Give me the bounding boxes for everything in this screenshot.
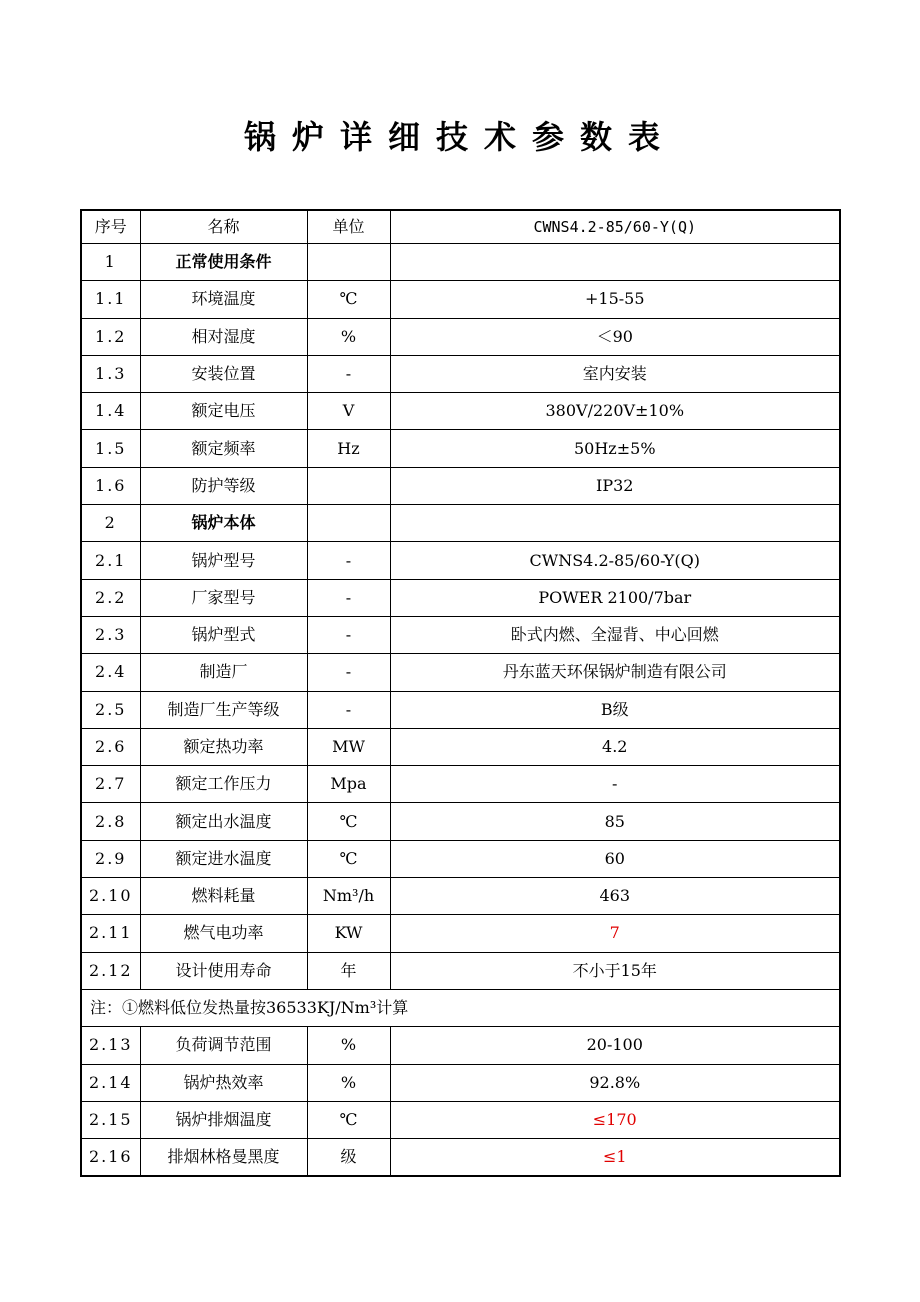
table-row — [81, 355, 840, 392]
cell-unit: ℃ — [307, 281, 390, 318]
table-row — [81, 318, 840, 355]
cell-name: 燃气电功率 — [140, 915, 307, 952]
cell-value: CWNS4.2-85/60-Y(Q) — [390, 542, 840, 579]
cell-name: 额定进水温度 — [140, 840, 307, 877]
cell-no: 1.3 — [81, 355, 140, 392]
cell-value: 室内安装 — [390, 355, 840, 392]
cell-value: 50Hz±5% — [390, 430, 840, 467]
cell-unit: - — [307, 355, 390, 392]
cell-no: 2.15 — [81, 1101, 140, 1138]
cell-value: 85 — [390, 803, 840, 840]
cell-no: 2.14 — [81, 1064, 140, 1101]
cell-value: ≤170 — [390, 1101, 840, 1138]
cell-name: 制造厂 — [140, 654, 307, 691]
table-row — [81, 1064, 840, 1101]
cell-no: 2.1 — [81, 542, 140, 579]
note-text: 注：①燃料低位发热量按36533KJ/Nm³计算 — [81, 989, 840, 1026]
cell-value: 92.8% — [390, 1064, 840, 1101]
cell-name: 额定电压 — [140, 393, 307, 430]
table-row — [81, 1101, 840, 1138]
header-model: CWNS4.2-85/60-Y(Q) — [390, 210, 840, 244]
cell-name: 锅炉热效率 — [140, 1064, 307, 1101]
table-row — [81, 616, 840, 653]
header-name: 名称 — [140, 210, 307, 244]
cell-name: 锅炉本体 — [140, 505, 307, 542]
cell-unit: - — [307, 654, 390, 691]
table-row — [81, 915, 840, 952]
cell-unit: ℃ — [307, 803, 390, 840]
cell-name: 安装位置 — [140, 355, 307, 392]
cell-unit — [307, 244, 390, 281]
table-row — [81, 430, 840, 467]
cell-unit: Nm³/h — [307, 878, 390, 915]
cell-unit: % — [307, 318, 390, 355]
cell-unit: - — [307, 616, 390, 653]
table-row — [81, 878, 840, 915]
cell-no: 2.11 — [81, 915, 140, 952]
cell-no: 1 — [81, 244, 140, 281]
cell-name: 环境温度 — [140, 281, 307, 318]
cell-name: 额定频率 — [140, 430, 307, 467]
cell-no: 2.12 — [81, 952, 140, 989]
cell-name: 额定工作压力 — [140, 766, 307, 803]
cell-unit: Hz — [307, 430, 390, 467]
cell-value — [390, 505, 840, 542]
cell-unit: % — [307, 1027, 390, 1064]
table-row — [81, 840, 840, 877]
page-title: 锅炉详细技术参数表 — [243, 118, 676, 156]
cell-unit: ℃ — [307, 840, 390, 877]
cell-unit: 年 — [307, 952, 390, 989]
cell-value: 不小于15年 — [390, 952, 840, 989]
cell-name: 制造厂生产等级 — [140, 691, 307, 728]
cell-name: 额定出水温度 — [140, 803, 307, 840]
cell-unit: 级 — [307, 1139, 390, 1177]
section-row — [81, 244, 840, 281]
cell-unit: - — [307, 579, 390, 616]
cell-name: 锅炉型号 — [140, 542, 307, 579]
cell-value: 463 — [390, 878, 840, 915]
cell-unit: MW — [307, 728, 390, 765]
cell-value: IP32 — [390, 467, 840, 504]
cell-value: 卧式内燃、全湿背、中心回燃 — [390, 616, 840, 653]
table-row — [81, 728, 840, 765]
cell-no: 2.10 — [81, 878, 140, 915]
cell-name: 设计使用寿命 — [140, 952, 307, 989]
cell-value: - — [390, 766, 840, 803]
cell-value: 4.2 — [390, 728, 840, 765]
cell-no: 2.5 — [81, 691, 140, 728]
table-row — [81, 691, 840, 728]
cell-no: 2.13 — [81, 1027, 140, 1064]
cell-unit: KW — [307, 915, 390, 952]
cell-no: 2.8 — [81, 803, 140, 840]
cell-value: 380V/220V±10% — [390, 393, 840, 430]
cell-no: 2.3 — [81, 616, 140, 653]
table-header-row — [81, 210, 840, 244]
cell-name: 锅炉型式 — [140, 616, 307, 653]
cell-no: 2.7 — [81, 766, 140, 803]
cell-name: 正常使用条件 — [140, 244, 307, 281]
table-row — [81, 1027, 840, 1064]
cell-name: 防护等级 — [140, 467, 307, 504]
cell-name: 锅炉排烟温度 — [140, 1101, 307, 1138]
cell-name: 排烟林格曼黑度 — [140, 1139, 307, 1177]
note-row — [81, 989, 840, 1026]
cell-no: 2.9 — [81, 840, 140, 877]
table-row — [81, 542, 840, 579]
cell-no: 2 — [81, 505, 140, 542]
table-row — [81, 952, 840, 989]
cell-name: 额定热功率 — [140, 728, 307, 765]
cell-name: 相对湿度 — [140, 318, 307, 355]
cell-value: ≤1 — [390, 1139, 840, 1177]
cell-value: 20-100 — [390, 1027, 840, 1064]
cell-value: POWER 2100/7bar — [390, 579, 840, 616]
header-unit: 单位 — [307, 210, 390, 244]
cell-value: 丹东蓝天环保锅炉制造有限公司 — [390, 654, 840, 691]
cell-no: 2.4 — [81, 654, 140, 691]
table-row — [81, 467, 840, 504]
parameter-table — [80, 209, 841, 1177]
cell-value — [390, 244, 840, 281]
cell-value: 60 — [390, 840, 840, 877]
table-row — [81, 393, 840, 430]
cell-no: 1.1 — [81, 281, 140, 318]
cell-no: 1.6 — [81, 467, 140, 504]
cell-no: 1.2 — [81, 318, 140, 355]
cell-unit: % — [307, 1064, 390, 1101]
cell-no: 2.2 — [81, 579, 140, 616]
cell-no: 1.4 — [81, 393, 140, 430]
cell-unit: V — [307, 393, 390, 430]
section-row — [81, 505, 840, 542]
cell-unit: - — [307, 542, 390, 579]
cell-value: +15-55 — [390, 281, 840, 318]
cell-unit: Mpa — [307, 766, 390, 803]
cell-value: ＜90 — [390, 318, 840, 355]
table-row — [81, 579, 840, 616]
table-row — [81, 281, 840, 318]
table-row — [81, 654, 840, 691]
cell-no: 2.6 — [81, 728, 140, 765]
cell-unit — [307, 505, 390, 542]
cell-value: 7 — [390, 915, 840, 952]
cell-unit: ℃ — [307, 1101, 390, 1138]
cell-name: 燃料耗量 — [140, 878, 307, 915]
cell-unit — [307, 467, 390, 504]
table-row — [81, 766, 840, 803]
cell-name: 负荷调节范围 — [140, 1027, 307, 1064]
cell-value: B级 — [390, 691, 840, 728]
cell-no: 2.16 — [81, 1139, 140, 1177]
cell-no: 1.5 — [81, 430, 140, 467]
cell-name: 厂家型号 — [140, 579, 307, 616]
table-row — [81, 1139, 840, 1177]
table-row — [81, 803, 840, 840]
cell-unit: - — [307, 691, 390, 728]
header-no: 序号 — [81, 210, 140, 244]
